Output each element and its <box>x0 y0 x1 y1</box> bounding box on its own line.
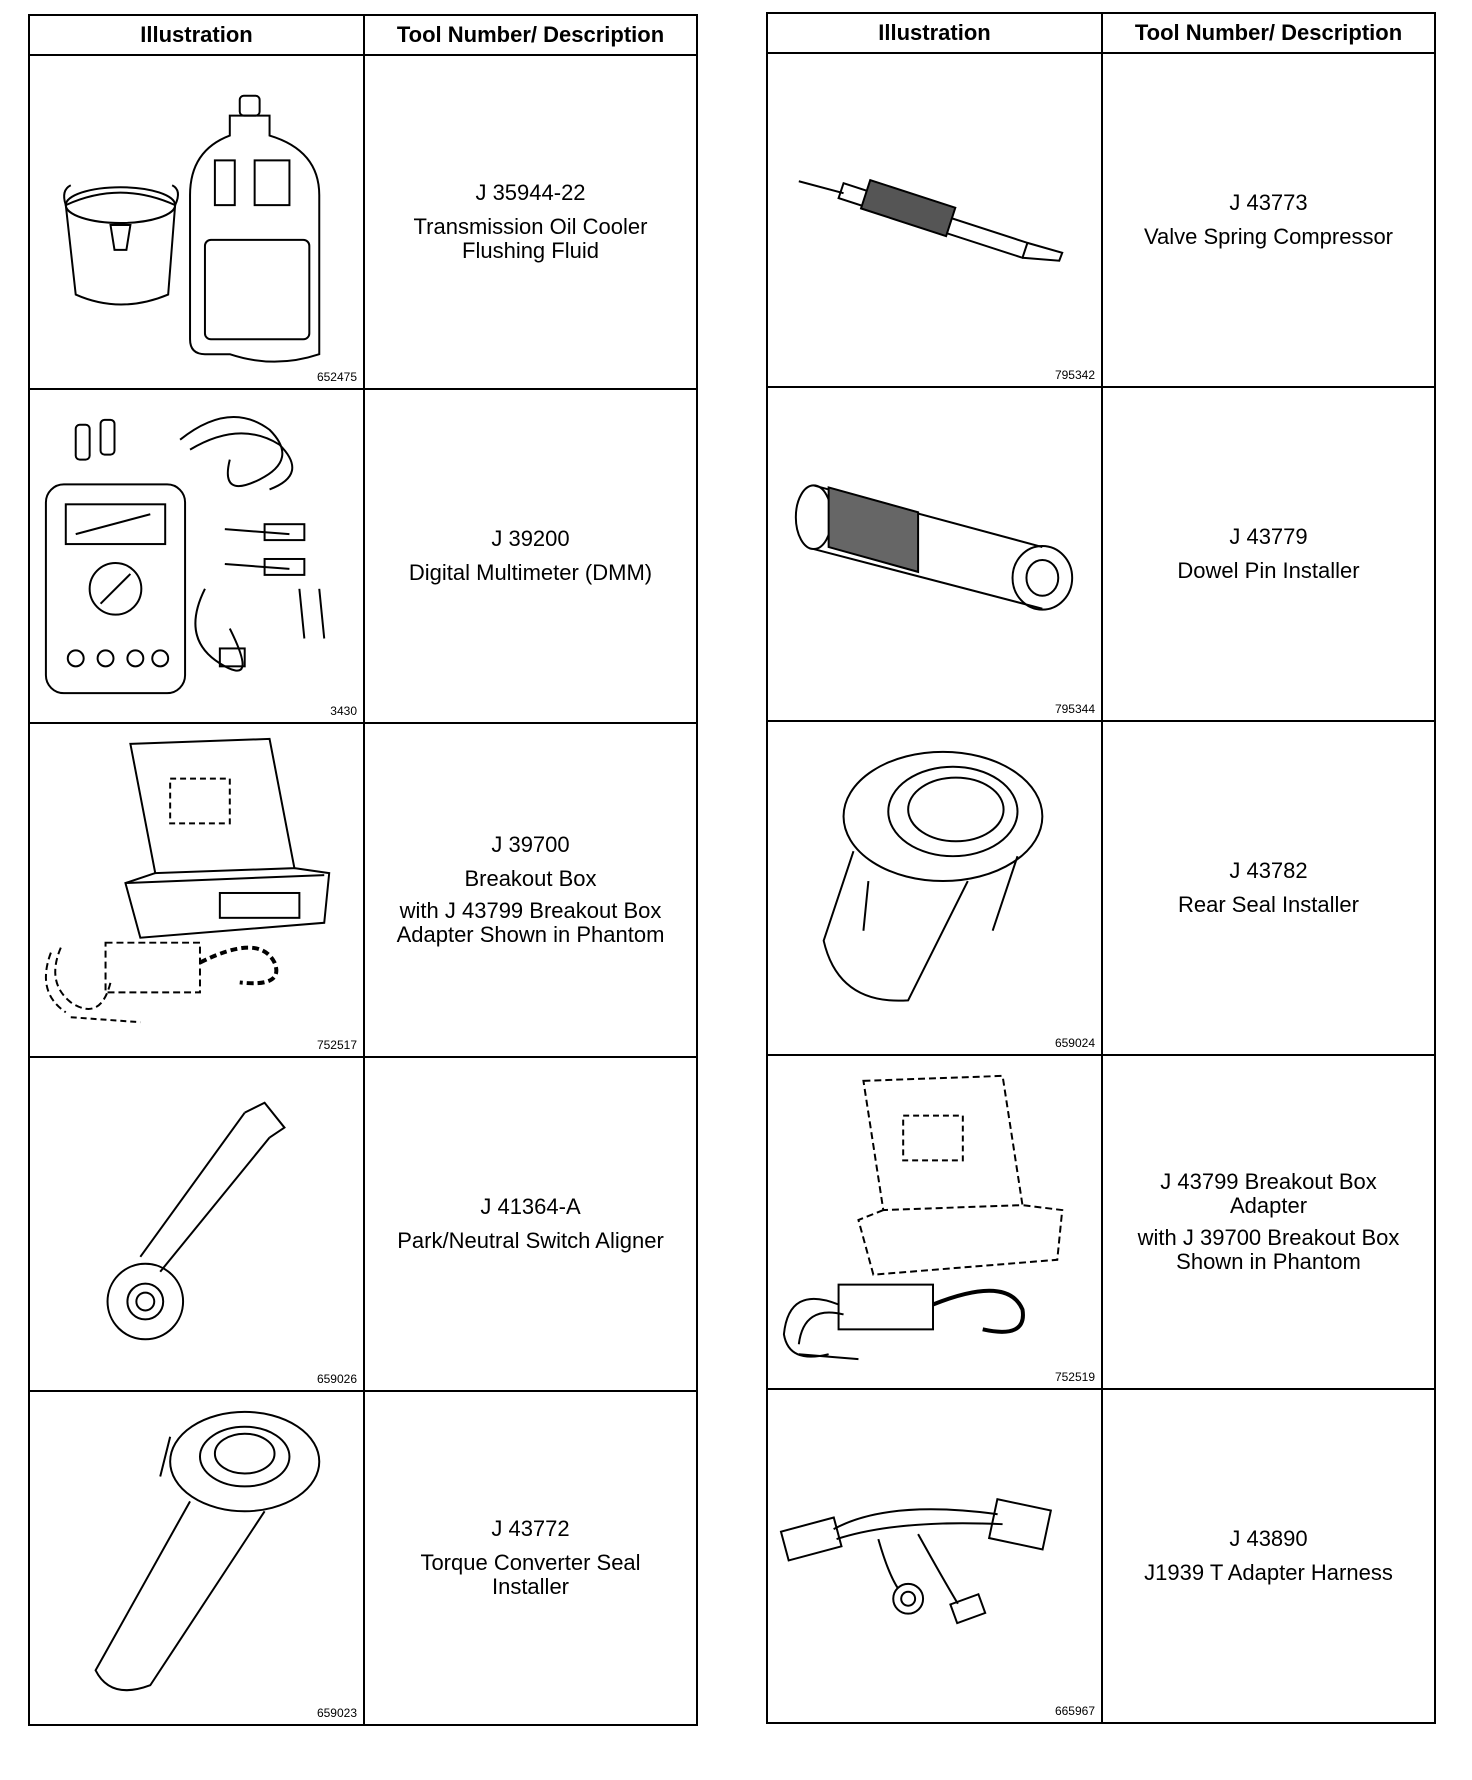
tool-description: Transmission Oil Cooler <box>413 214 648 239</box>
illustration-cell <box>767 53 1102 387</box>
illustration-cell <box>29 389 364 723</box>
table-row <box>29 723 697 1057</box>
illustration-cell <box>767 1389 1102 1723</box>
tool-description: with J 43799 Breakout Box <box>399 898 662 923</box>
valve-spring-compressor-icon <box>768 54 1101 386</box>
tool-description: Adapter <box>1229 1193 1308 1218</box>
tool-description: Dowel Pin Installer <box>1177 558 1360 583</box>
figure-number: 652475 <box>316 370 357 384</box>
multimeter-icon <box>30 390 363 722</box>
tool-number: J 43772 <box>491 1516 570 1541</box>
figure-number: 752517 <box>316 1038 357 1052</box>
table-row <box>29 55 697 389</box>
left-tool-table <box>28 14 698 1726</box>
table-row <box>767 1055 1435 1389</box>
table-row <box>767 721 1435 1055</box>
tool-description: Valve Spring Compressor <box>1143 224 1394 249</box>
tool-description: Torque Converter Seal <box>420 1550 641 1575</box>
tool-number: J 43773 <box>1229 190 1308 215</box>
right-tool-table <box>766 12 1436 1724</box>
tool-number: J 39200 <box>491 526 570 551</box>
table-row <box>767 387 1435 721</box>
tool-number: J 43782 <box>1229 858 1308 883</box>
table-row <box>29 389 697 723</box>
table-row <box>767 53 1435 387</box>
tool-description: Rear Seal Installer <box>1178 892 1359 917</box>
tool-number: J 43890 <box>1229 1526 1308 1551</box>
figure-number: 665967 <box>1054 1704 1095 1718</box>
table-row <box>29 1391 697 1725</box>
illustration-cell <box>767 387 1102 721</box>
dowel-pin-installer-icon <box>768 388 1101 720</box>
description-cell <box>1102 721 1435 1055</box>
figure-number: 659023 <box>316 1706 357 1720</box>
illustration-cell <box>767 721 1102 1055</box>
breakout-box-icon <box>30 724 363 1056</box>
description-cell <box>364 1391 697 1725</box>
illustration-cell <box>29 1057 364 1391</box>
tool-number: J 43779 <box>1229 524 1308 549</box>
tool-number: J 39700 <box>491 832 570 857</box>
description-cell <box>1102 53 1435 387</box>
description-cell <box>364 55 697 389</box>
tool-description: Shown in Phantom <box>1176 1249 1361 1274</box>
tool-description: J1939 T Adapter Harness <box>1144 1560 1393 1585</box>
tool-number: J 41364-A <box>480 1194 581 1219</box>
tool-description: Digital Multimeter (DMM) <box>408 560 653 585</box>
table-row <box>767 1389 1435 1723</box>
adapter-harness-icon <box>768 1390 1101 1722</box>
header-illustration: Illustration <box>29 15 364 55</box>
illustration-cell <box>29 1391 364 1725</box>
tool-description: with J 39700 Breakout Box <box>1137 1225 1400 1250</box>
description-cell <box>1102 387 1435 721</box>
switch-aligner-icon <box>30 1058 363 1390</box>
figure-number: 795344 <box>1054 702 1095 716</box>
figure-number: 3430 <box>330 704 357 718</box>
tool-number: J 43799 Breakout Box <box>1160 1169 1377 1194</box>
figure-number: 659026 <box>316 1372 357 1386</box>
description-cell <box>1102 1055 1435 1389</box>
rear-seal-installer-icon <box>768 722 1101 1054</box>
figure-number: 795342 <box>1054 368 1095 382</box>
figure-number: 659024 <box>1054 1036 1095 1050</box>
illustration-cell <box>767 1055 1102 1389</box>
tool-description: Adapter Shown in Phantom <box>396 922 665 947</box>
flushing-fluid-icon <box>30 56 363 388</box>
breakout-box-adapter-icon <box>768 1056 1101 1388</box>
figure-number: 752519 <box>1054 1370 1095 1384</box>
description-cell <box>364 723 697 1057</box>
description-cell <box>364 1057 697 1391</box>
header-tool-description: Tool Number/ Description <box>1102 13 1435 53</box>
illustration-cell <box>29 723 364 1057</box>
tool-description: Flushing Fluid <box>462 238 599 263</box>
tool-number: J 35944-22 <box>475 180 586 205</box>
tool-description: Breakout Box <box>464 866 597 891</box>
header-illustration: Illustration <box>767 13 1102 53</box>
seal-installer-icon <box>30 1392 363 1724</box>
description-cell <box>364 389 697 723</box>
illustration-cell <box>29 55 364 389</box>
table-row <box>29 1057 697 1391</box>
tool-description: Installer <box>491 1574 570 1599</box>
header-tool-description: Tool Number/ Description <box>364 15 697 55</box>
tool-description: Park/Neutral Switch Aligner <box>397 1228 664 1253</box>
description-cell <box>1102 1389 1435 1723</box>
